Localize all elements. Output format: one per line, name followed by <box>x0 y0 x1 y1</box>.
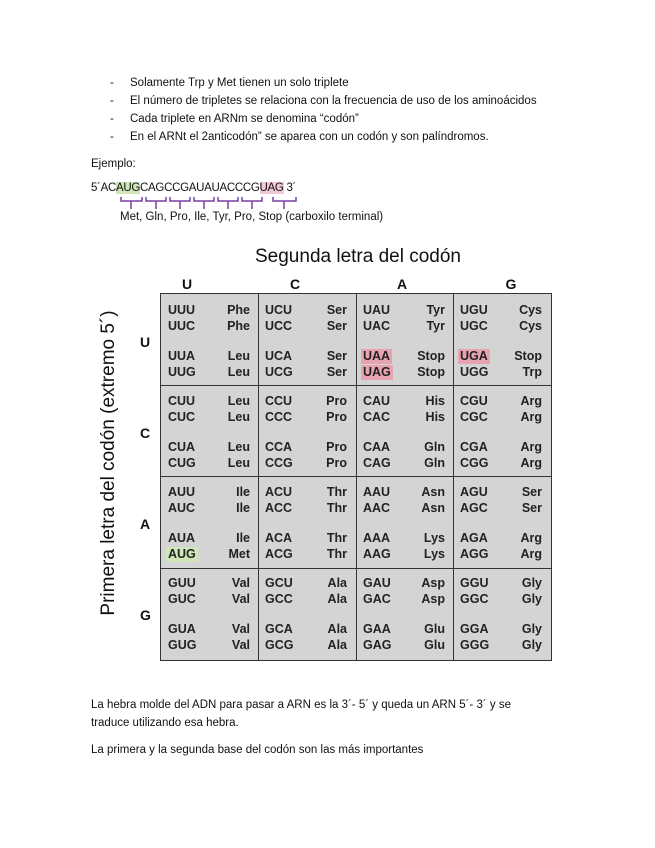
codon: ACC <box>265 501 293 515</box>
amino-acid: Thr <box>326 501 347 515</box>
codon: AUC <box>168 501 196 515</box>
amino-acid: Pro <box>326 440 347 454</box>
codon: GAU <box>363 576 391 590</box>
codon: ACU <box>265 485 293 499</box>
codon: UAG <box>363 365 391 379</box>
amino-acid: Cys <box>519 303 542 317</box>
row-header: G <box>140 607 151 623</box>
y-axis-title: Primera letra del codón (extremo 5´) <box>98 310 119 616</box>
amino-acid: Leu <box>227 456 250 470</box>
codon: UUU <box>168 303 196 317</box>
amino-acid: Gly <box>521 592 542 606</box>
bullet-item: - El número de tripletes se relaciona con la frecuencia de uso de los aminoácidos <box>110 95 537 107</box>
amino-acid: Thr <box>326 531 347 545</box>
example-label: Ejemplo: <box>91 158 136 170</box>
codon: GCG <box>265 638 294 652</box>
paragraph-line: La primera y la segunda base del codón son las más importantes <box>91 744 424 756</box>
amino-acid: Glu <box>424 638 445 652</box>
codon: CAA <box>363 440 391 454</box>
column-header: U <box>181 276 193 292</box>
codon-cell <box>458 485 546 565</box>
paragraph-line: La hebra molde del ADN para pasar a ARN es la 3´- 5´ y queda un ARN 5´- 3´ y se <box>91 699 511 711</box>
codon: CUA <box>168 440 196 454</box>
amino-acid: Lys <box>423 531 445 545</box>
codon-table <box>160 293 552 661</box>
amino-acid: Asn <box>421 485 445 499</box>
start-codon: AUG <box>116 182 141 194</box>
codon: ACG <box>265 547 293 561</box>
amino-acid: Trp <box>522 365 542 379</box>
codon: UGC <box>460 319 488 333</box>
amino-acid: His <box>425 410 445 424</box>
codon: UAA <box>363 349 391 363</box>
amino-acid: Ile <box>236 501 250 515</box>
codon-cell <box>361 485 449 565</box>
codon: GUG <box>168 638 197 652</box>
amino-acid: Val <box>231 576 250 590</box>
codon: GUA <box>168 622 196 636</box>
codon: UGG <box>460 365 489 379</box>
amino-acid: Leu <box>227 410 250 424</box>
codon: CCC <box>265 410 293 424</box>
amino-acid: Stop <box>417 349 445 363</box>
amino-acid: Leu <box>227 394 250 408</box>
codon: AGU <box>460 485 488 499</box>
grid-line <box>356 294 357 660</box>
amino-acid: Asp <box>421 592 445 606</box>
codon: UUA <box>168 349 196 363</box>
amino-acid: Val <box>231 622 250 636</box>
codon: CAG <box>363 456 391 470</box>
codon: GGC <box>460 592 489 606</box>
row-header: A <box>140 516 151 532</box>
amino-acid: Phe <box>227 319 250 333</box>
bullet-list <box>110 74 537 146</box>
codon: AGC <box>460 501 488 515</box>
amino-acid: Arg <box>520 531 542 545</box>
codon: CUU <box>168 394 196 408</box>
codon: GAA <box>363 622 391 636</box>
codon: CCG <box>265 456 293 470</box>
amino-acid: Arg <box>520 456 542 470</box>
codon: GCC <box>265 592 293 606</box>
amino-acid: Val <box>231 592 250 606</box>
codon: GGU <box>460 576 489 590</box>
codon: CGA <box>460 440 488 454</box>
codon: UGA <box>460 349 488 363</box>
mrna-sequence: 5´ACAUGCAGCCGAUAUACCCGUAG 3´ <box>91 182 297 194</box>
codon-cell <box>361 394 449 474</box>
amino-acid: Thr <box>326 547 347 561</box>
amino-acid: Pro <box>326 394 347 408</box>
codon: AUA <box>168 531 196 545</box>
amino-acid: Ser <box>326 303 347 317</box>
amino-acid: Asp <box>421 576 445 590</box>
codon: AUG <box>168 547 196 561</box>
amino-acid: Gln <box>424 456 445 470</box>
amino-acid: Glu <box>424 622 445 636</box>
amino-acid: Leu <box>227 440 250 454</box>
codon-cell <box>263 485 351 565</box>
amino-acid: Pro <box>326 456 347 470</box>
codon-cell <box>166 485 254 565</box>
amino-acid: Ser <box>521 501 542 515</box>
codon: GUU <box>168 576 196 590</box>
codon: AGA <box>460 531 488 545</box>
codon: AGG <box>460 547 489 561</box>
amino-acid: Asn <box>421 501 445 515</box>
codon-cell <box>166 576 254 656</box>
amino-acid: Gly <box>521 576 542 590</box>
amino-acid: Gly <box>521 622 542 636</box>
codon: UAU <box>363 303 391 317</box>
codon: CCU <box>265 394 293 408</box>
codon-cell <box>458 576 546 656</box>
amino-acid: Ala <box>327 592 347 606</box>
codon: AAA <box>363 531 391 545</box>
amino-acid: Leu <box>227 349 250 363</box>
codon: UGU <box>460 303 488 317</box>
bullet-item: - En el ARNt el 2anticodón” se aparea con un codón y son palíndromos. <box>110 131 489 143</box>
amino-acid: Ile <box>236 485 250 499</box>
amino-acid: Ala <box>327 638 347 652</box>
amino-acid: Stop <box>417 365 445 379</box>
codon: CAU <box>363 394 391 408</box>
stop-codon: UAG <box>259 182 284 194</box>
amino-acid: Pro <box>326 410 347 424</box>
amino-acid: Arg <box>520 440 542 454</box>
codon: UCG <box>265 365 293 379</box>
grid-line <box>453 294 454 660</box>
codon: CAC <box>363 410 391 424</box>
codon-cell <box>458 303 546 383</box>
amino-acid: Phe <box>227 303 250 317</box>
codon: AAU <box>363 485 391 499</box>
amino-acid: Ser <box>521 485 542 499</box>
amino-acid: Tyr <box>426 319 445 333</box>
codon: AUU <box>168 485 196 499</box>
codon-cell <box>361 303 449 383</box>
amino-acid: Ala <box>327 622 347 636</box>
grid-line <box>161 385 551 386</box>
codon: GAC <box>363 592 391 606</box>
amino-acid: Ile <box>236 531 250 545</box>
codon: CGG <box>460 456 489 470</box>
codon: UUG <box>168 365 196 379</box>
codon: GAG <box>363 638 392 652</box>
amino-acid: Thr <box>326 485 347 499</box>
grid-line <box>161 476 551 477</box>
amino-acid: Ser <box>326 349 347 363</box>
amino-acid: Leu <box>227 365 250 379</box>
row-header: C <box>140 425 151 441</box>
amino-acid: Gly <box>521 638 542 652</box>
amino-acid: Met <box>228 547 250 561</box>
amino-acid: Ser <box>326 365 347 379</box>
grid-line <box>161 568 551 569</box>
codon: UCU <box>265 303 293 317</box>
paragraph-line: traduce utilizando esa hebra. <box>91 717 239 729</box>
amino-acid: Arg <box>520 410 542 424</box>
amino-acid: Arg <box>520 394 542 408</box>
codon: UCA <box>265 349 293 363</box>
codon: CUC <box>168 410 196 424</box>
codon: UAC <box>363 319 391 333</box>
amino-acid-chain: Met, Gln, Pro, Ile, Tyr, Pro, Stop (carboxilo terminal) <box>120 211 384 223</box>
codon: UCC <box>265 319 293 333</box>
codon-cell <box>166 303 254 383</box>
codon: CGC <box>460 410 488 424</box>
amino-acid: Tyr <box>426 303 445 317</box>
codon-cell <box>166 394 254 474</box>
bullet-item: - Solamente Trp y Met tienen un solo triplete <box>110 77 349 89</box>
amino-acid: Lys <box>423 547 445 561</box>
codon: GGG <box>460 638 490 652</box>
grid-line <box>258 294 259 660</box>
codon: CUG <box>168 456 196 470</box>
row-header: U <box>140 334 151 350</box>
amino-acid: His <box>425 394 445 408</box>
amino-acid: Ala <box>327 576 347 590</box>
codon-cell <box>263 576 351 656</box>
amino-acid: Cys <box>519 319 542 333</box>
column-header: A <box>396 276 408 292</box>
codon: AAG <box>363 547 391 561</box>
codon: GCU <box>265 576 293 590</box>
codon-cell <box>263 394 351 474</box>
codon: ACA <box>265 531 293 545</box>
codon: UUC <box>168 319 196 333</box>
figure-title: Segunda letra del codón <box>255 246 461 267</box>
codon: GGA <box>460 622 489 636</box>
bullet-item: - Cada triplete en ARNm se denomina “codón” <box>110 113 359 125</box>
codon: CGU <box>460 394 488 408</box>
codon: AAC <box>363 501 391 515</box>
codon: CCA <box>265 440 293 454</box>
codon: GUC <box>168 592 196 606</box>
codon-cell <box>263 303 351 383</box>
codon-cell <box>458 394 546 474</box>
codon-cell <box>361 576 449 656</box>
column-header: G <box>505 276 517 292</box>
amino-acid: Gln <box>424 440 445 454</box>
amino-acid: Stop <box>514 349 542 363</box>
amino-acid: Arg <box>520 547 542 561</box>
amino-acid: Val <box>231 638 250 652</box>
column-header: C <box>289 276 301 292</box>
codon: GCA <box>265 622 293 636</box>
amino-acid: Ser <box>326 319 347 333</box>
